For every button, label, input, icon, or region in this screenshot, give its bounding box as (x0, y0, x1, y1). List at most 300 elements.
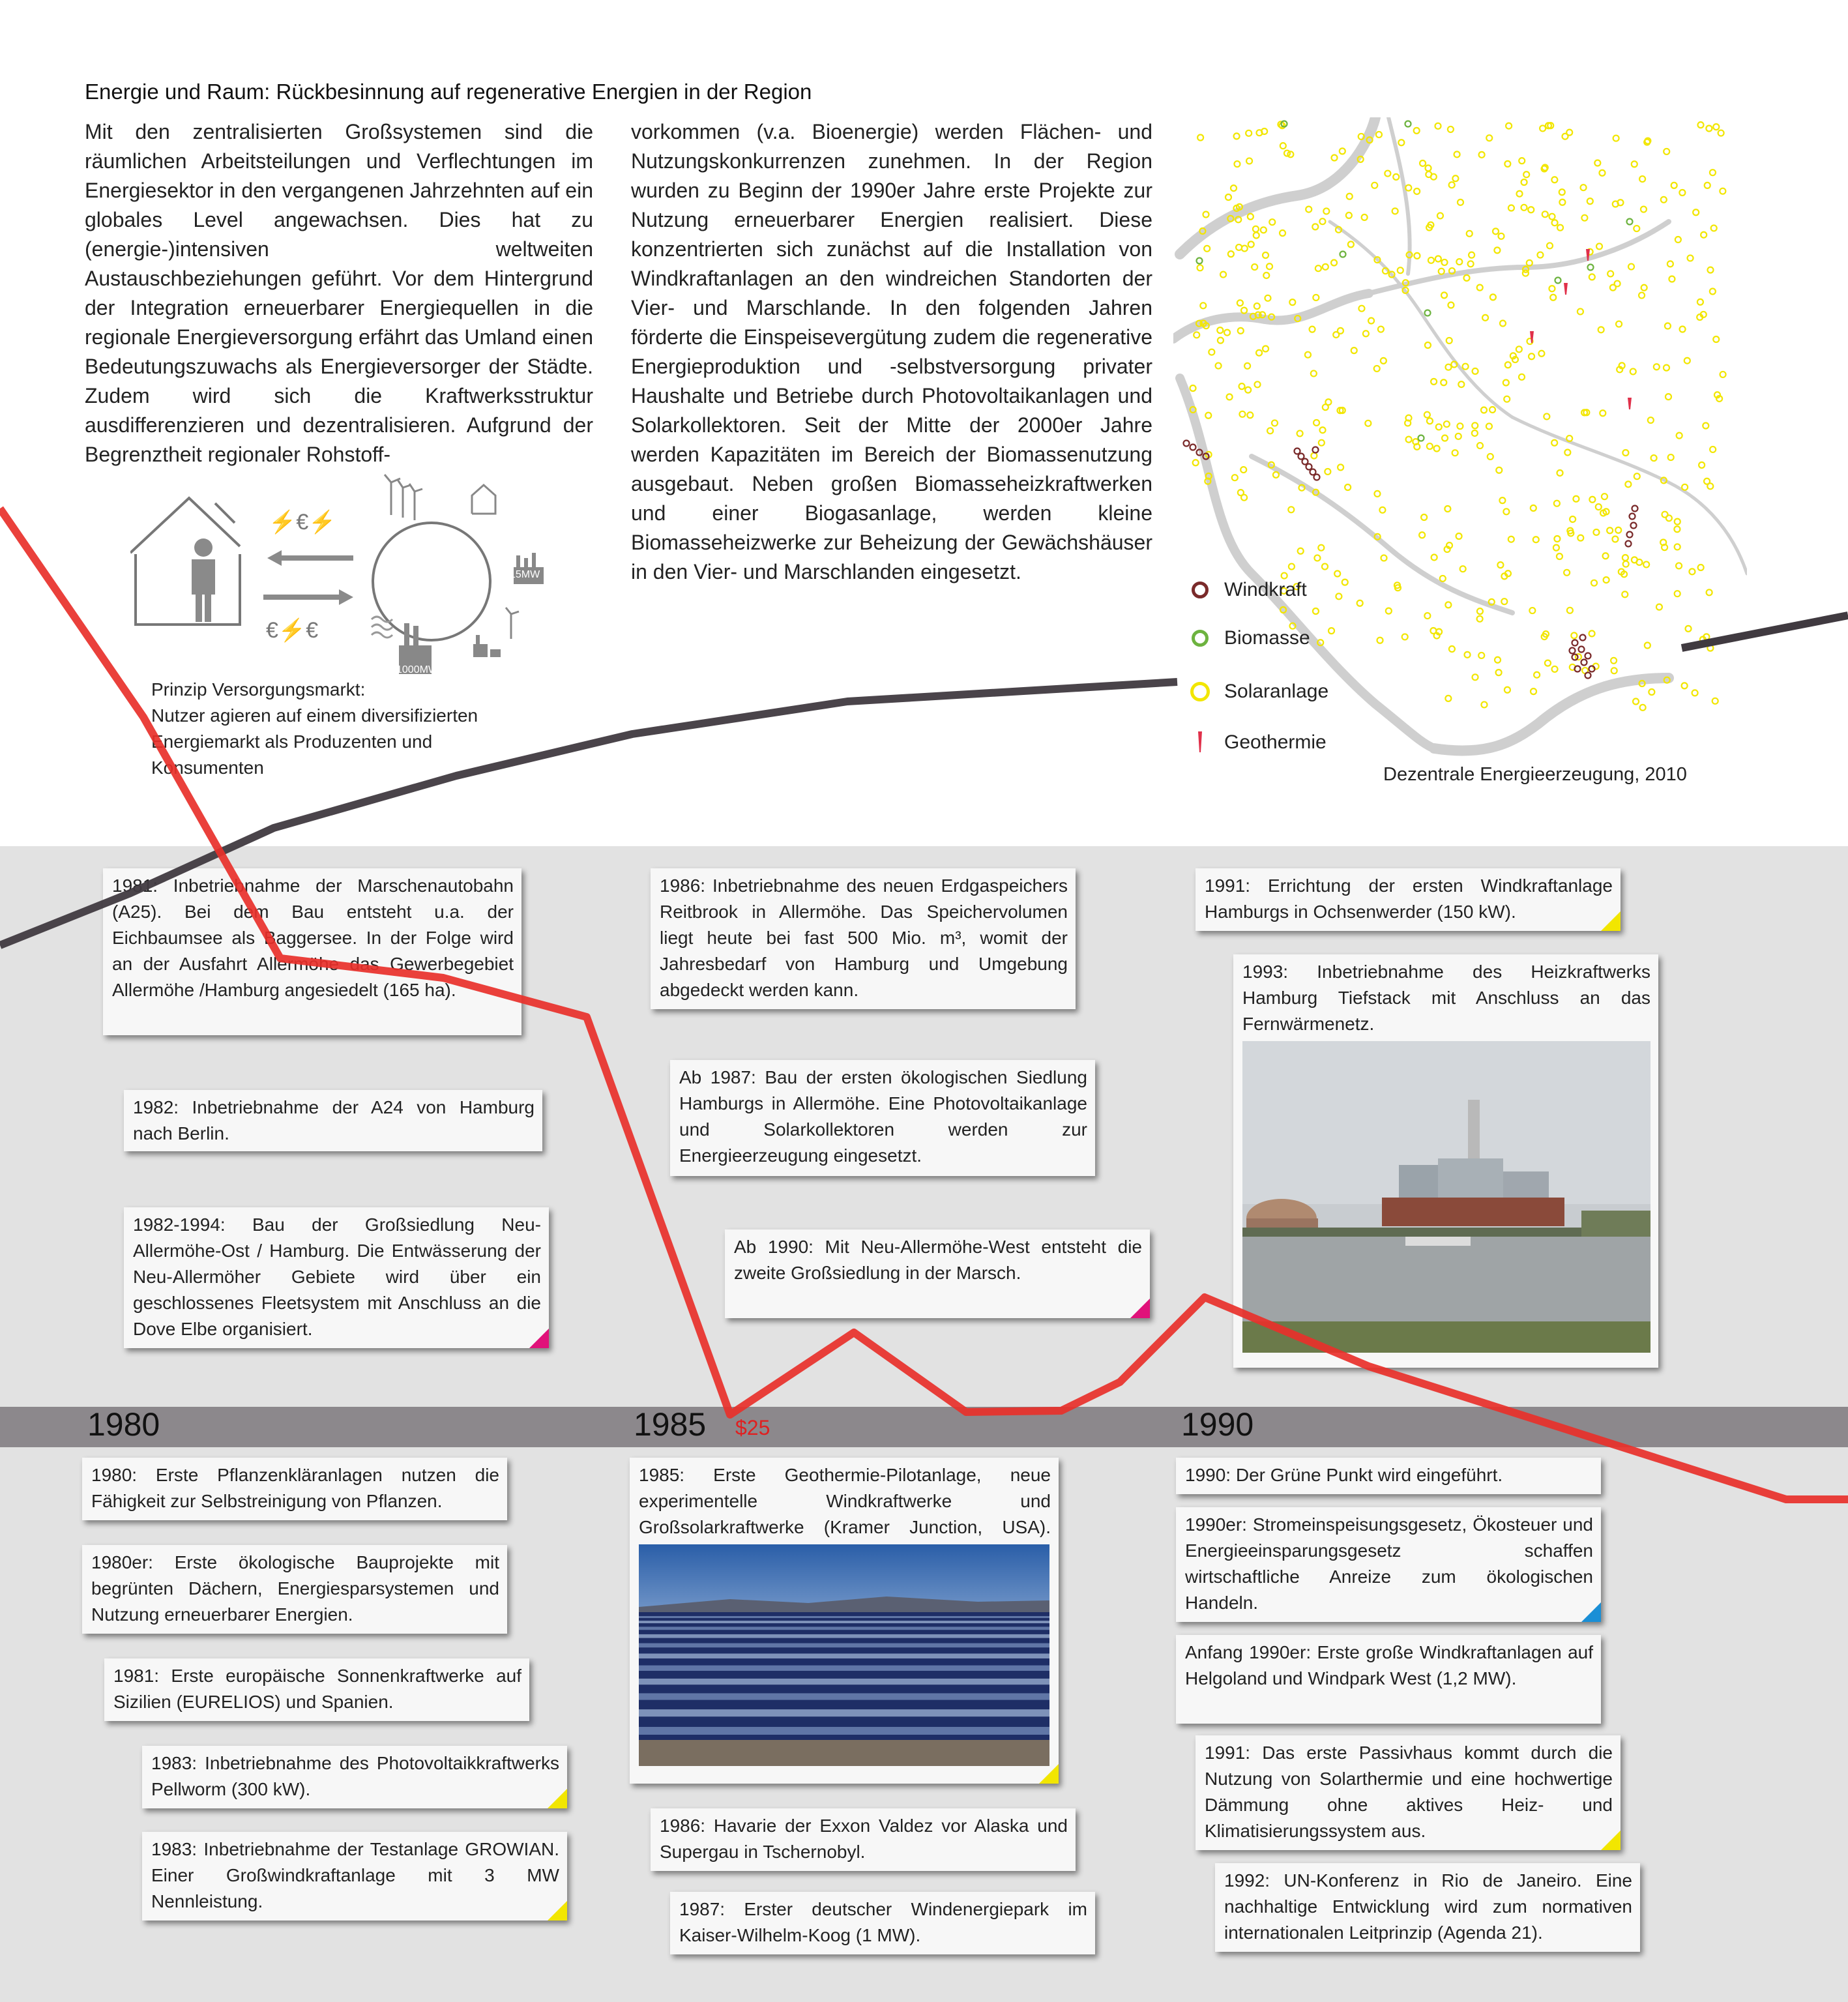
year-label-1980: 1980 (87, 1406, 160, 1443)
solar-collector-row (639, 1666, 1049, 1671)
solar-marker (1641, 207, 1647, 213)
solar-marker (1332, 155, 1338, 161)
solar-marker (1254, 303, 1260, 309)
solar-marker (1338, 328, 1343, 334)
solar-marker (1521, 179, 1527, 185)
solar-marker (1600, 410, 1606, 416)
wind-marker (1632, 506, 1638, 512)
solar-marker (1630, 368, 1636, 374)
solar-marker (1280, 143, 1286, 149)
solar-marker (1589, 274, 1595, 280)
solar-marker (1472, 422, 1478, 428)
solar-marker (1550, 295, 1556, 301)
solar-marker (1464, 275, 1470, 281)
solar-marker (1615, 281, 1621, 287)
solar-marker (1331, 260, 1337, 266)
solar-marker (1521, 205, 1527, 211)
solar-marker (1254, 232, 1259, 238)
solar-marker (1265, 295, 1270, 301)
solar-marker (1263, 346, 1269, 352)
wind-marker (1626, 541, 1632, 547)
supply-market-diagram (130, 469, 600, 685)
solar-marker (1345, 484, 1351, 490)
solar-marker (1549, 286, 1555, 291)
solar-marker (1289, 564, 1295, 570)
solar-marker (1534, 672, 1540, 678)
solar-marker (1314, 555, 1320, 561)
solar-marker (1636, 559, 1642, 565)
windkraft-ring-icon (1192, 581, 1209, 598)
solar-marker (1472, 430, 1478, 436)
solar-marker (1682, 683, 1688, 688)
event-card-1986-exxon-tschernobyl: 1986: Havarie der Exxon Valdez vor Alaska und Supergau in Tschernobyl. (651, 1808, 1076, 1871)
solar-marker (1529, 353, 1534, 359)
solar-marker (1506, 123, 1512, 129)
solar-marker (1448, 302, 1454, 308)
solar-marker (1449, 182, 1455, 188)
solar-marker (1445, 506, 1450, 512)
solar-marker (1551, 177, 1557, 183)
solar-marker (1393, 174, 1399, 180)
solar-marker (1234, 161, 1240, 167)
solar-collector-row (639, 1679, 1049, 1685)
solar-marker (1374, 366, 1380, 372)
solar-marker (1523, 171, 1529, 177)
solar-marker (1322, 564, 1328, 570)
solar-marker (1452, 450, 1458, 456)
solar-marker (1456, 533, 1462, 539)
solar-marker (1334, 570, 1340, 576)
solar-marker (1263, 272, 1269, 278)
solar-marker (1297, 430, 1303, 436)
solar-marker (1676, 563, 1682, 568)
solar-marker (1677, 433, 1682, 439)
biomass-marker (1197, 258, 1203, 264)
solar-marker (1460, 566, 1466, 572)
solar-collector-row (639, 1693, 1049, 1700)
solar-marker (1238, 490, 1244, 495)
solar-marker (1272, 420, 1278, 426)
wind-marker (1581, 660, 1587, 666)
solar-marker (1557, 470, 1563, 476)
solar-marker (1252, 264, 1257, 270)
solar-marker (1225, 194, 1231, 200)
solar-marker (1386, 608, 1392, 614)
solar-marker (1497, 562, 1503, 568)
solaranlage-ring-icon (1190, 682, 1210, 701)
category-marker-magenta (1130, 1299, 1150, 1318)
solar-marker (1323, 404, 1328, 410)
solar-marker (1204, 246, 1210, 252)
solar-marker (1351, 347, 1357, 353)
solar-marker (1557, 225, 1563, 231)
solar-marker (1239, 383, 1245, 389)
solar-marker (1615, 527, 1621, 533)
solar-marker (1699, 462, 1705, 468)
solar-marker (1596, 504, 1602, 510)
solar-marker (1488, 454, 1493, 460)
geothermal-marker (1564, 283, 1568, 295)
biomasse-ring-icon (1192, 630, 1209, 647)
category-marker-blue (1581, 1602, 1601, 1622)
solar-marker (1197, 265, 1203, 271)
solar-marker (1547, 243, 1553, 248)
solar-marker (1398, 267, 1403, 273)
solar-marker (1477, 616, 1483, 622)
solar-marker (1665, 394, 1671, 400)
solar-marker (1239, 411, 1245, 417)
solar-marker (1444, 421, 1450, 427)
solar-marker (1577, 308, 1583, 314)
solar-marker (1452, 175, 1458, 181)
solar-marker (1554, 536, 1560, 542)
solar-marker (1338, 464, 1343, 470)
solar-marker (1648, 417, 1654, 423)
solar-marker (1247, 412, 1253, 418)
solar-marker (1675, 237, 1681, 243)
solar-marker (1591, 580, 1597, 586)
solar-marker (1427, 443, 1433, 449)
solar-marker (1209, 349, 1214, 355)
solar-marker (1197, 134, 1203, 140)
solar-marker (1490, 294, 1496, 300)
year-label-1985: 1985 (634, 1406, 707, 1443)
solar-marker (1693, 209, 1699, 215)
solar-marker (1237, 300, 1243, 306)
solar-marker (1553, 545, 1559, 551)
map-caption: Dezentrale Energieerzeugung, 2010 (1383, 764, 1687, 785)
principle-text: Nutzer agieren auf einem diversifizierten Energiemarkt als Produzenten und Konsumenten (151, 705, 478, 778)
solar-marker (1622, 591, 1628, 597)
solar-marker (1311, 370, 1317, 376)
solar-marker (1244, 363, 1250, 369)
solar-marker (1628, 264, 1634, 270)
solar-marker (1419, 532, 1425, 538)
solar-marker (1200, 302, 1206, 308)
solar-marker (1720, 188, 1725, 194)
solar-marker (1604, 577, 1609, 583)
wind-marker (1306, 464, 1312, 470)
solar-marker (1661, 197, 1667, 203)
wind-marker (1298, 454, 1304, 460)
event-card-anfang-1990er-windkraftanlagen: Anfang 1990er: Erste große Windkraftanlagen auf Helgoland und Windpark West (1,2 MW). (1176, 1635, 1601, 1724)
solar-marker (1469, 252, 1474, 258)
solar-marker (1428, 258, 1434, 263)
solar-marker (1564, 570, 1570, 576)
solar-marker (1549, 214, 1555, 220)
solar-marker (1599, 170, 1605, 176)
solar-marker (1255, 381, 1261, 387)
solar-marker (1593, 529, 1599, 535)
wind-marker (1190, 445, 1196, 450)
category-marker-yellow (548, 1789, 567, 1808)
solar-marker (1675, 591, 1680, 596)
solar-marker (1570, 516, 1576, 522)
solar-marker (1500, 321, 1506, 327)
solar-marker (1228, 251, 1234, 257)
solar-marker (1385, 171, 1390, 177)
solar-marker (1505, 362, 1511, 368)
solar-marker (1253, 226, 1259, 232)
solar-marker (1504, 687, 1510, 693)
solar-marker (1494, 247, 1500, 253)
solar-marker (1194, 332, 1199, 338)
wind-marker (1579, 647, 1585, 653)
solar-marker (1623, 561, 1629, 567)
solar-marker (1607, 271, 1613, 276)
category-marker-magenta (529, 1329, 549, 1348)
solar-marker (1669, 276, 1675, 282)
solar-marker (1320, 427, 1326, 433)
solar-marker (1236, 244, 1242, 250)
solar-marker (1482, 315, 1488, 321)
event-card-1991-windkraftanlage: 1991: Errichtung der ersten Windkraftanlage Hamburgs in Ochsenwerder (150 kW). (1195, 868, 1621, 931)
solar-marker (1671, 183, 1677, 188)
solar-marker (1552, 220, 1558, 226)
solar-marker (1313, 420, 1319, 426)
solar-marker (1318, 545, 1324, 551)
solar-marker (1710, 169, 1716, 175)
solar-marker (1368, 318, 1374, 324)
solar-marker (1430, 628, 1436, 634)
solar-marker (1426, 171, 1431, 177)
solar-marker (1519, 374, 1525, 380)
solar-marker (1441, 379, 1446, 385)
solar-marker (1477, 285, 1483, 291)
wind-marker (1580, 635, 1586, 641)
solar-marker (1581, 215, 1587, 221)
solar-marker (1414, 253, 1420, 259)
solar-marker (1456, 259, 1462, 265)
market-circle-icon (373, 523, 490, 640)
solar-marker (1425, 342, 1431, 348)
solar-marker (1232, 475, 1238, 480)
solar-marker (1434, 446, 1440, 452)
geothermie-pin-icon (1195, 731, 1205, 754)
solar-marker (1664, 365, 1669, 371)
solar-marker (1528, 207, 1534, 213)
wind-marker (1570, 648, 1576, 654)
solar-marker (1477, 443, 1483, 449)
solar-marker (1421, 514, 1427, 520)
category-marker-yellow (548, 1901, 567, 1921)
solar-marker (1639, 293, 1645, 299)
solar-marker (1445, 696, 1451, 701)
solar-marker (1458, 199, 1463, 205)
solar-marker (1533, 537, 1539, 542)
solar-marker (1315, 265, 1321, 271)
solar-collector-row (639, 1727, 1049, 1735)
solar-marker (1713, 336, 1719, 342)
solar-marker (1313, 295, 1319, 301)
solar-marker (1517, 191, 1523, 197)
solar-marker (1545, 660, 1551, 666)
solar-marker (1634, 226, 1639, 231)
solar-marker (1529, 608, 1535, 613)
solar-marker (1697, 122, 1703, 128)
solar-marker (1496, 670, 1502, 675)
lightning-euro-top-label: ⚡€⚡ (269, 510, 336, 535)
solar-marker (1376, 132, 1382, 138)
power-plant-1000mw-label: 1000MW (396, 664, 439, 675)
solar-marker (1503, 380, 1509, 386)
small-house-icon (472, 485, 495, 514)
solar-marker (1538, 351, 1544, 357)
solar-marker (1516, 346, 1522, 352)
solar-marker (1246, 158, 1252, 164)
solar-marker (1611, 658, 1617, 664)
solar-marker (1190, 385, 1196, 391)
solar-marker (1458, 381, 1464, 387)
solar-marker (1435, 256, 1441, 261)
solar-marker (1218, 338, 1224, 344)
solar-marker (1707, 645, 1713, 651)
principle-title: Prinzip Versorgungsmarkt: (151, 679, 366, 699)
heizkraftwerk-photo (1242, 1041, 1650, 1353)
solar-marker (1220, 272, 1226, 278)
solar-marker (1634, 473, 1640, 479)
solar-marker (1478, 653, 1484, 658)
solar-marker (1713, 124, 1719, 130)
solar-marker (1435, 123, 1441, 129)
solar-marker (1682, 484, 1688, 490)
solar-marker (1440, 576, 1446, 581)
wind-marker (1627, 532, 1633, 538)
solar-marker (1686, 626, 1692, 632)
solar-marker (1357, 600, 1363, 606)
solar-marker (1248, 241, 1254, 247)
solar-marker (1587, 198, 1593, 204)
installation-markers (1184, 121, 1726, 711)
solar-marker (1481, 701, 1487, 707)
solar-marker (1437, 213, 1443, 218)
solar-marker (1436, 424, 1442, 430)
solar-marker (1240, 467, 1246, 473)
solar-marker (1679, 190, 1685, 196)
solar-marker (1477, 608, 1483, 614)
waves-icon (372, 617, 392, 638)
solar-marker (1508, 205, 1514, 211)
solar-marker (1448, 126, 1454, 132)
biomass-marker (1555, 278, 1561, 284)
event-card-1986-erdgasspeicher: 1986: Inbetriebnahme des neuen Erdgaspeichers Reitbrook in Allermöhe. Das Speichervolumen liegt heute bei fast 500 Mio. m³, womit der Jahresbedarf von Hamburg und Umgebung abgedeckt werden kann. (651, 868, 1076, 1009)
solar-marker (1531, 505, 1536, 511)
biomass-marker (1418, 435, 1424, 441)
solar-marker (1465, 652, 1471, 658)
solar-marker (1701, 232, 1707, 238)
solar-marker (1622, 450, 1628, 456)
biomass-marker (1588, 265, 1594, 271)
solar-marker (1224, 330, 1230, 336)
solar-marker (1692, 690, 1698, 696)
solar-marker (1238, 328, 1244, 334)
event-card-1980er-oekologische-bauprojekte: 1980er: Erste ökologische Bauprojekte mit begrünten Dächern, Energiesparsystemen und Nutzung erneuerbarer Energien. (82, 1545, 507, 1634)
solar-marker (1707, 483, 1713, 489)
event-card-1990-neu-allermoehe-west: Ab 1990: Mit Neu-Allermöhe-West entsteht die zweite Großsiedlung in der Marsch. (725, 1229, 1150, 1318)
solar-collector-row (639, 1621, 1049, 1623)
solar-marker (1499, 497, 1505, 503)
solar-marker (1651, 455, 1657, 461)
solar-marker (1504, 161, 1510, 167)
solar-marker (1405, 185, 1411, 191)
solar-marker (1312, 224, 1318, 229)
category-marker-yellow (1601, 911, 1621, 931)
solar-marker (1481, 407, 1487, 413)
solar-marker (1607, 527, 1613, 533)
solar-marker (1577, 535, 1583, 541)
solar-marker (1445, 602, 1451, 608)
wind-turbine-icon (385, 475, 422, 520)
biomass-marker (1405, 121, 1411, 127)
event-card-1993-heizkraftwerk-tiefstack: 1993: Inbetriebnahme des Heizkraftwerks Hamburg Tiefstack mit Anschluss an das Fernwärmenetz. (1233, 954, 1658, 1368)
solar-marker (1544, 413, 1549, 419)
solar-marker (1449, 646, 1455, 652)
wind-marker (1313, 447, 1319, 453)
solar-marker (1703, 422, 1709, 428)
solar-marker (1710, 447, 1716, 452)
solar-marker (1559, 189, 1565, 195)
solar-marker (1245, 387, 1251, 393)
solar-marker (1706, 125, 1712, 131)
solar-marker (1632, 161, 1637, 167)
solar-marker (1340, 148, 1345, 154)
solar-marker (1439, 269, 1445, 274)
solar-marker (1347, 194, 1353, 199)
biomass-marker (1340, 252, 1346, 258)
wind-marker (1184, 441, 1190, 447)
solar-marker (1674, 526, 1680, 532)
solar-marker (1267, 263, 1272, 269)
solar-marker (1325, 469, 1330, 475)
solar-marker (1540, 125, 1546, 131)
solar-marker (1402, 634, 1408, 640)
solar-marker (1305, 352, 1311, 358)
solar-marker (1486, 135, 1492, 141)
solar-marker (1463, 364, 1469, 370)
solar-marker (1193, 460, 1199, 465)
event-card-1987-oekosiedlung: Ab 1987: Bau der ersten ökologischen Siedlung Hamburgs in Allermöhe. Eine Photovoltaikanlage und Solarkollektoren werden zur Energieerzeugung eingesetzt. (670, 1060, 1095, 1176)
solar-marker (1319, 218, 1325, 224)
solar-marker (1602, 493, 1607, 499)
solar-marker (1589, 497, 1595, 503)
event-card-1980-pflanzenklaeranlagen: 1980: Erste Pflanzenkläranlagen nutzen die Fähigkeit zur Selbstreinigung von Pflanzen. (82, 1458, 507, 1520)
solar-marker (1431, 379, 1437, 385)
solar-marker (1378, 327, 1384, 332)
solar-marker (1523, 271, 1529, 276)
solar-marker (1567, 608, 1573, 613)
solar-marker (1377, 638, 1383, 643)
solar-marker (1298, 548, 1304, 554)
solar-marker (1227, 394, 1233, 400)
person-icon (192, 538, 215, 622)
solar-marker (1612, 537, 1618, 542)
solar-marker (1456, 434, 1461, 439)
solar-marker (1596, 243, 1602, 249)
solar-marker (1406, 437, 1412, 443)
solar-marker (1398, 140, 1404, 145)
legend-biomasse: Biomasse (1188, 626, 1310, 651)
solar-marker (1519, 158, 1525, 164)
wind-marker (1585, 673, 1591, 679)
solar-marker (1720, 372, 1726, 377)
solar-marker (1441, 292, 1447, 298)
solar-marker (1573, 496, 1579, 502)
wind-marker (1295, 449, 1300, 454)
solar-marker (1552, 666, 1558, 672)
solar-marker (1267, 428, 1273, 434)
solar-marker (1269, 219, 1275, 225)
wind-marker (1302, 459, 1308, 465)
